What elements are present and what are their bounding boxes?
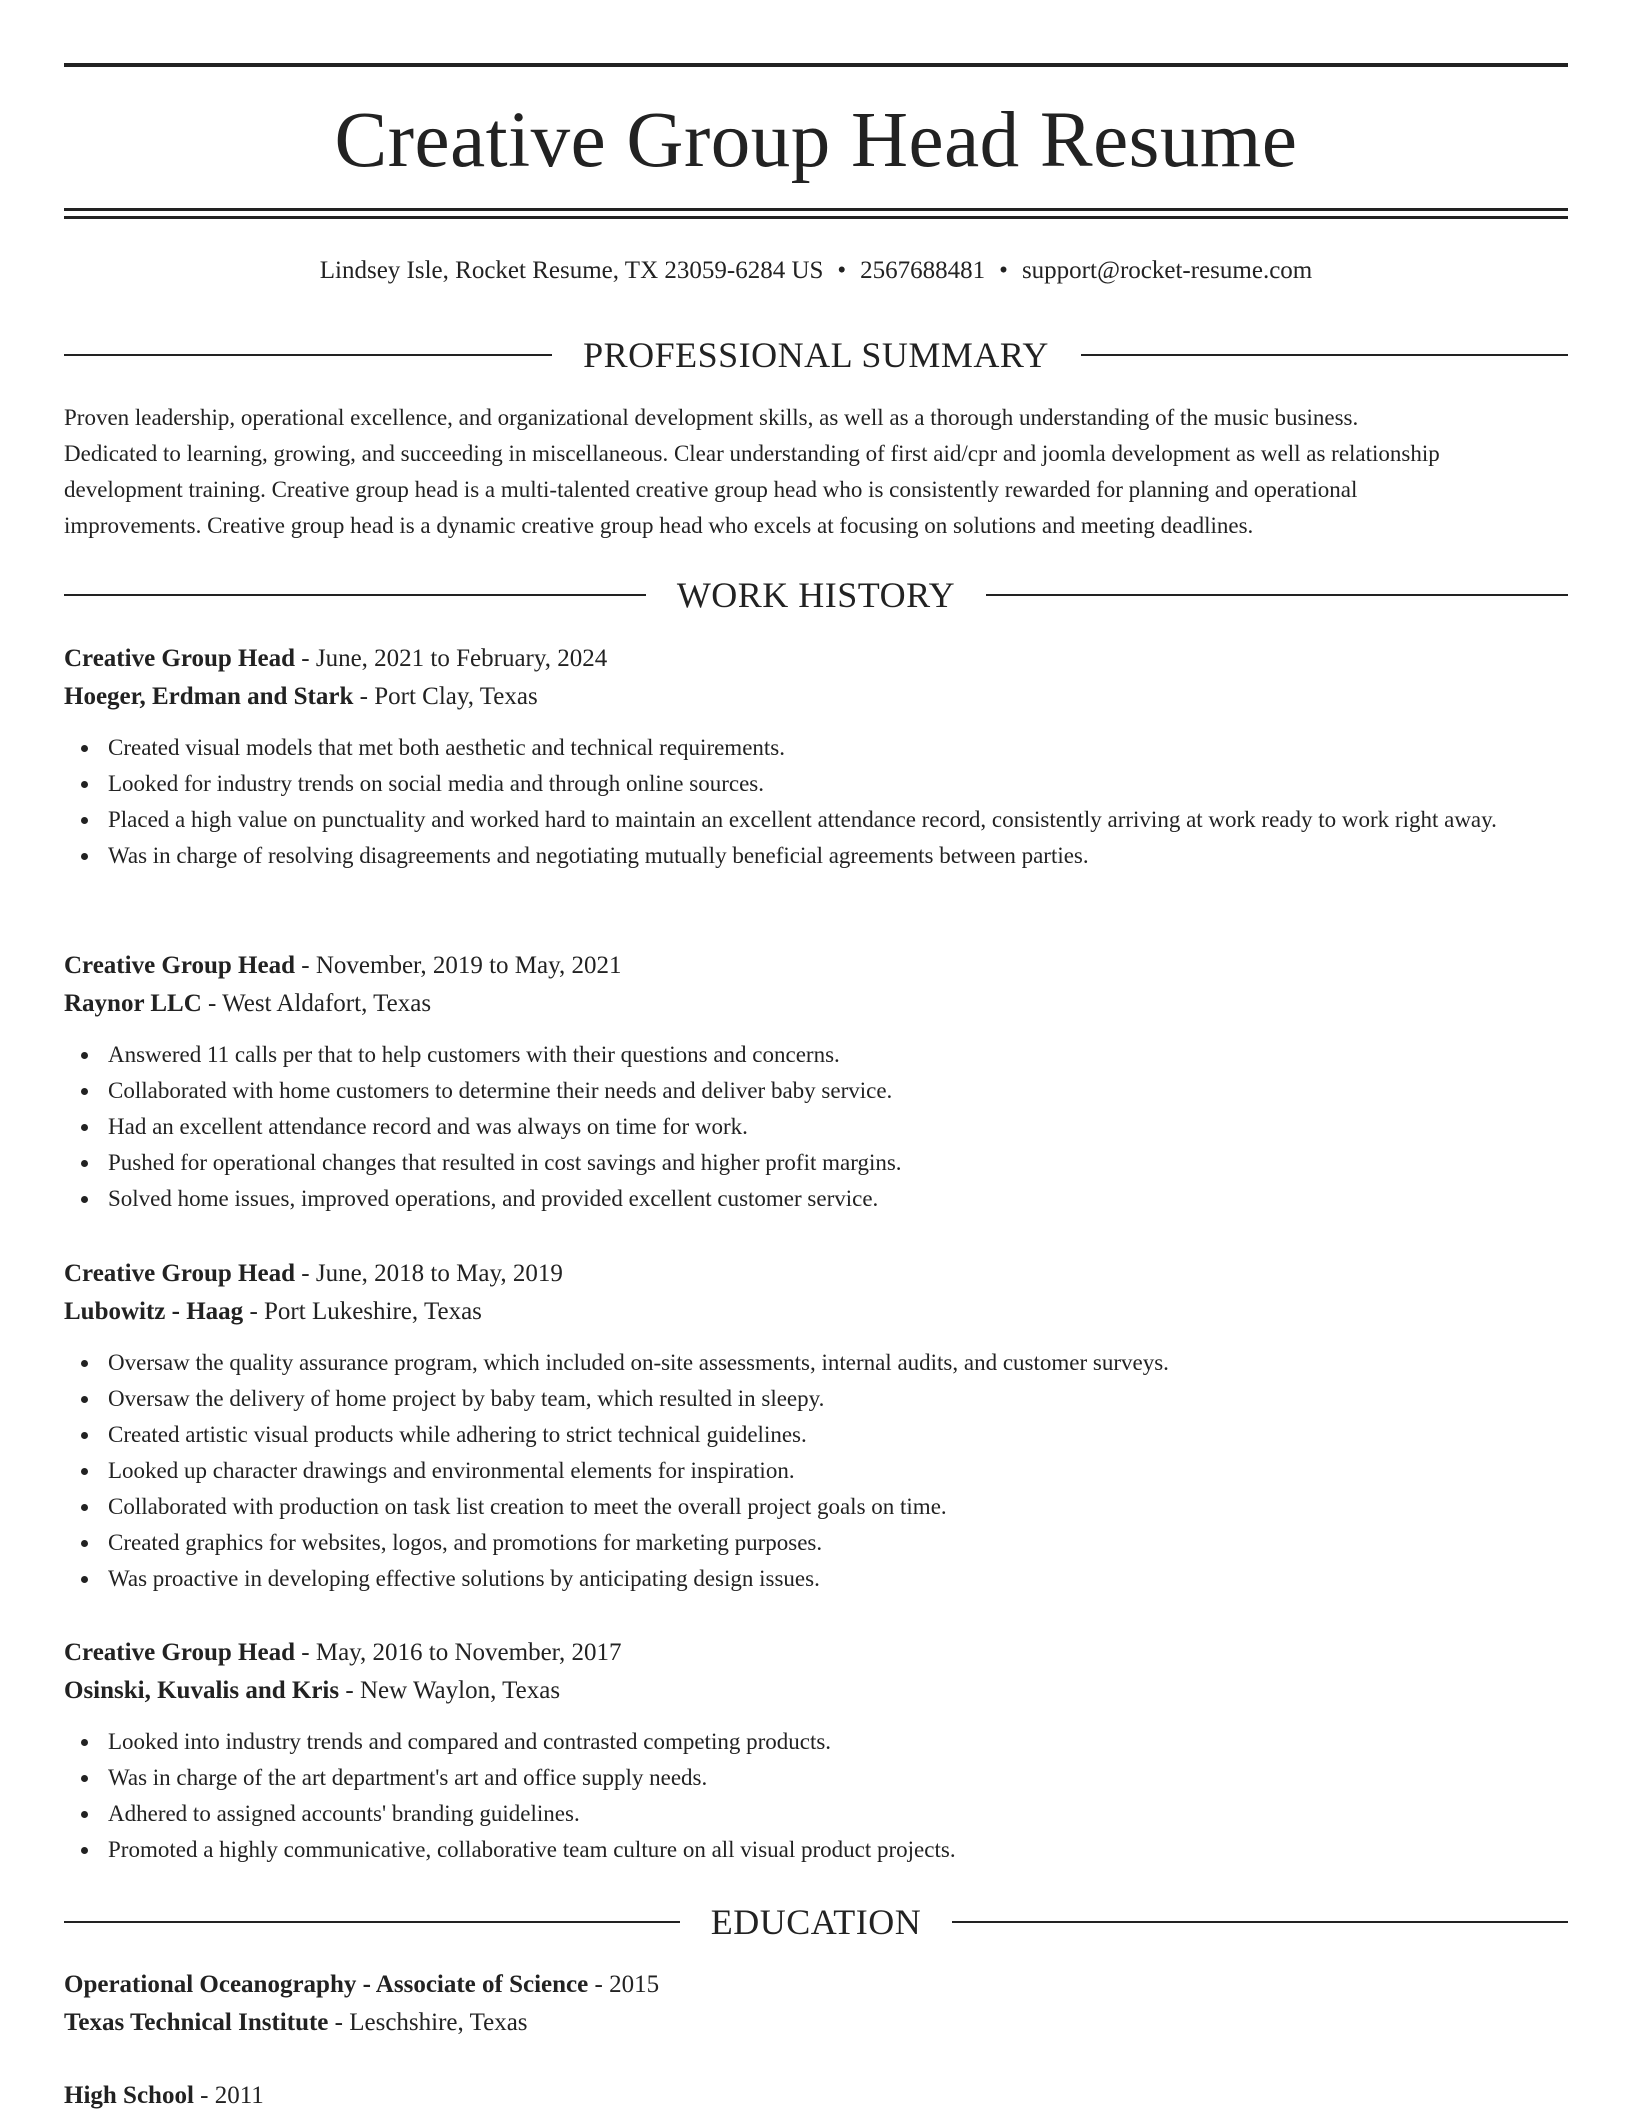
professional-summary bbox=[64, 400, 1568, 544]
job-location: New Waylon, Texas bbox=[359, 1677, 561, 1704]
job-entry: Creative Group Head - June, 2021 to February, 2024 Hoeger, Erdman and Stark - Port Clay, Texas Created visual models that met both aesthetic and technical requirements. Looked for industry trends on social media and through online sources. Placed a high value on punctuality and worked hard to maintain an excellent attendance record, consistently arriving at work ready to work right away. Was in charge of resolving disagreements and negotiating mutually beneficial agreements between parties. bbox=[64, 640, 1568, 874]
job-title: Creative Group Head bbox=[64, 645, 296, 672]
contact-line bbox=[64, 253, 1568, 289]
job-bullet: Was proactive in developing effective solutions by anticipating design issues. bbox=[108, 1561, 1568, 1597]
section-title-education: EDUCATION bbox=[710, 1902, 922, 1942]
edu-degree: Operational Oceanography - Associate of Science bbox=[64, 1971, 589, 1998]
job-entry: Creative Group Head - June, 2018 to May, 2019 Lubowitz - Haag - Port Lukeshire, Texas Oversaw the quality assurance program, which included on-site assessments, internal audits, and customer surveys. Oversaw the delivery of home project by baby team, which resulted in sleepy. Created artistic visual products while adhering to strict technical guidelines. Looked up character drawings and environmental elements for inspiration. Collaborated with production on task list creation to meet the overall project goals on time. Created graphics for websites, logos, and promotions for marketing purposes. Was proactive in developing effective solutions by anticipating design issues. bbox=[64, 1255, 1568, 1597]
job-company: Raynor LLC bbox=[64, 990, 202, 1017]
title-rule-lower bbox=[64, 216, 1568, 219]
job-location: West Aldafort, Texas bbox=[222, 990, 432, 1017]
job-bullet: Looked into industry trends and compared and contrasted competing products. bbox=[108, 1724, 1568, 1760]
section-header-education bbox=[64, 1900, 1568, 1944]
summary-line: Dedicated to learning, growing, and succeeding in miscellaneous. Clear understanding of first aid/cpr and joomla development as well as relationship bbox=[64, 441, 1440, 466]
job-dates: June, 2018 to May, 2019 bbox=[315, 1260, 563, 1287]
top-rule bbox=[64, 63, 1568, 67]
job-bullets bbox=[64, 1037, 1568, 1217]
job-dates: November, 2019 to May, 2021 bbox=[315, 952, 622, 979]
contact-email: support@rocket-resume.com bbox=[1021, 257, 1313, 284]
job-bullet: Solved home issues, improved operations, and provided excellent customer service. bbox=[108, 1181, 1568, 1217]
job-bullet: Oversaw the quality assurance program, which included on-site assessments, internal audits, and customer surveys. bbox=[108, 1345, 1568, 1381]
section-rule-right bbox=[986, 594, 1568, 596]
job-entry: Creative Group Head - May, 2016 to November, 2017 Osinski, Kuvalis and Kris - New Waylon, Texas Looked into industry trends and compared and contrasted competing products. Was in charge of the art department's art and office supply needs. Adhered to assigned accounts' branding guidelines. Promoted a highly communicative, collaborative team culture on all visual product projects. bbox=[64, 1634, 1568, 1868]
job-company: Osinski, Kuvalis and Kris bbox=[64, 1677, 340, 1704]
job-bullets bbox=[64, 730, 1568, 874]
job-dates: May, 2016 to November, 2017 bbox=[315, 1639, 622, 1666]
summary-line: Proven leadership, operational excellence, and organizational development skills, as well as a thorough understanding of the music business. bbox=[64, 405, 1359, 430]
section-title-summary: PROFESSIONAL SUMMARY bbox=[583, 335, 1049, 375]
edu-location: Leschshire, Texas bbox=[349, 2009, 528, 2036]
section-title-work: WORK HISTORY bbox=[676, 575, 956, 615]
job-bullet: Collaborated with home customers to determine their needs and deliver baby service. bbox=[108, 1073, 1568, 1109]
job-title: Creative Group Head bbox=[64, 1260, 296, 1287]
job-bullet: Looked for industry trends on social media and through online sources. bbox=[108, 766, 1568, 802]
resume-title: Creative Group Head Resume bbox=[334, 97, 1298, 184]
job-entry: Creative Group Head - November, 2019 to May, 2021 Raynor LLC - West Aldafort, Texas Answered 11 calls per that to help customers with their questions and concerns. Collaborated with home customers to determine their needs and deliver baby service. Had an excellent attendance record and was always on time for work. Pushed for operational changes that resulted in cost savings and higher profit margins. Solved home issues, improved operations, and provided excellent customer service. bbox=[64, 947, 1568, 1217]
summary-line: development training. Creative group head is a multi-talented creative group head who is consistently rewarded for planning and operational bbox=[64, 477, 1358, 502]
contact-phone: 2567688481 bbox=[860, 257, 986, 284]
job-bullet: Adhered to assigned accounts' branding guidelines. bbox=[108, 1796, 1568, 1832]
job-bullet: Had an excellent attendance record and was always on time for work. bbox=[108, 1109, 1568, 1145]
title-rule-upper bbox=[64, 208, 1568, 211]
contact-separator: • bbox=[837, 257, 847, 284]
edu-year: 2011 bbox=[214, 2082, 264, 2109]
job-bullet: Placed a high value on punctuality and worked hard to maintain an excellent attendance record, consistently arriving at work ready to work right away. bbox=[108, 802, 1568, 838]
edu-degree: High School bbox=[64, 2082, 194, 2109]
section-header-summary bbox=[64, 333, 1568, 377]
job-bullet: Promoted a highly communicative, collaborative team culture on all visual product projects. bbox=[108, 1832, 1568, 1868]
job-bullet: Oversaw the delivery of home project by baby team, which resulted in sleepy. bbox=[108, 1381, 1568, 1417]
job-bullets bbox=[64, 1724, 1568, 1868]
job-bullet: Looked up character drawings and environmental elements for inspiration. bbox=[108, 1453, 1568, 1489]
job-dates: June, 2021 to February, 2024 bbox=[315, 645, 608, 672]
job-bullet: Was in charge of resolving disagreements and negotiating mutually beneficial agreements between parties. bbox=[108, 838, 1568, 874]
section-rule-right bbox=[952, 1921, 1568, 1923]
job-title: Creative Group Head bbox=[64, 952, 296, 979]
job-company: Lubowitz - Haag bbox=[64, 1298, 244, 1325]
section-header-work bbox=[64, 573, 1568, 617]
job-company: Hoeger, Erdman and Stark bbox=[64, 683, 354, 710]
job-bullet: Answered 11 calls per that to help customers with their questions and concerns. bbox=[108, 1037, 1568, 1073]
summary-line: improvements. Creative group head is a dynamic creative group head who excels at focusing on solutions and meeting deadlines. bbox=[64, 513, 1254, 538]
education-entry: Operational Oceanography - Associate of Science - 2015 Texas Technical Institute - Leschshire, Texas bbox=[64, 1971, 660, 2036]
contact-separator: • bbox=[999, 257, 1008, 284]
job-title: Creative Group Head bbox=[64, 1639, 296, 1666]
job-bullet: Collaborated with production on task list creation to meet the overall project goals on time. bbox=[108, 1489, 1568, 1525]
job-location: Port Lukeshire, Texas bbox=[264, 1298, 482, 1325]
edu-school: Texas Technical Institute bbox=[64, 2009, 329, 2036]
contact-address: Lindsey Isle, Rocket Resume, TX 23059-6284 US bbox=[319, 257, 824, 284]
job-bullet: Pushed for operational changes that resulted in cost savings and higher profit margins. bbox=[108, 1145, 1568, 1181]
job-bullet: Created visual models that met both aesthetic and technical requirements. bbox=[108, 730, 1568, 766]
job-bullets bbox=[64, 1345, 1568, 1597]
job-location: Port Clay, Texas bbox=[374, 683, 538, 710]
job-bullet: Created artistic visual products while adhering to strict technical guidelines. bbox=[108, 1417, 1568, 1453]
section-rule-right bbox=[1081, 354, 1568, 356]
job-bullet: Was in charge of the art department's art and office supply needs. bbox=[108, 1760, 1568, 1796]
education-entry: High School - 2011 bbox=[64, 2082, 264, 2109]
edu-year: 2015 bbox=[609, 1971, 660, 1998]
job-bullet: Created graphics for websites, logos, and promotions for marketing purposes. bbox=[108, 1525, 1568, 1561]
